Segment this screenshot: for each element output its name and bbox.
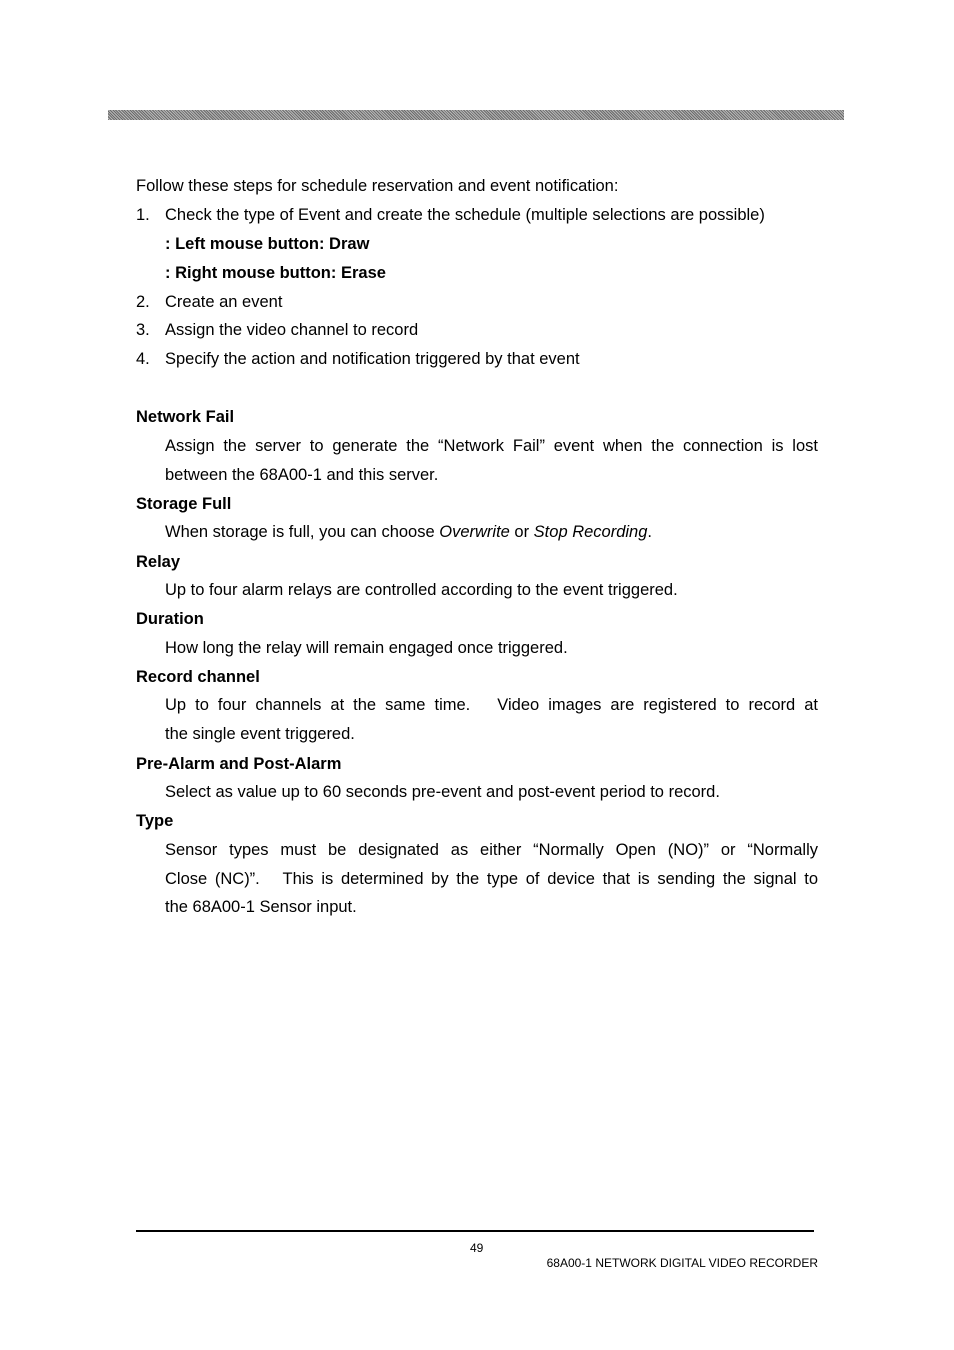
network-fail-heading: Network Fail	[136, 408, 235, 426]
step-text: Create an event	[165, 293, 283, 311]
network-fail-line-1: Assign the server to generate the “Network Fail” event when the connection is lost	[165, 437, 818, 455]
option-stop-recording: Stop Recording	[533, 523, 648, 541]
step-3	[136, 321, 418, 340]
mouse-right-instruction: : Right mouse button: Erase	[165, 264, 386, 282]
step-2	[136, 293, 282, 312]
step-text: Specify the action and notification triggered by that event	[165, 350, 580, 368]
storage-full-heading: Storage Full	[136, 495, 232, 513]
option-overwrite: Overwrite	[439, 523, 510, 541]
step-number: 2.	[136, 293, 150, 311]
relay-heading: Relay	[136, 553, 181, 571]
record-channel-line-2: the single event triggered.	[165, 725, 355, 743]
type-line-2: Close (NC)”. This is determined by the type of device that is sending the signal to	[165, 870, 818, 888]
storage-full-or: or	[509, 523, 534, 541]
duration-heading: Duration	[136, 610, 204, 628]
duration-text: How long the relay will remain engaged once triggered.	[165, 639, 568, 657]
footer-title: 68A00-1 NETWORK DIGITAL VIDEO RECORDER	[546, 1256, 818, 1270]
step-4	[136, 350, 580, 369]
step-1	[136, 206, 765, 225]
record-channel-line-1: Up to four channels at the same time. Video images are registered to record at	[165, 696, 818, 714]
mouse-left-instruction: : Left mouse button: Draw	[165, 235, 370, 253]
step-text: Assign the video channel to record	[165, 321, 419, 339]
type-line-3: the 68A00-1 Sensor input.	[165, 898, 357, 916]
pre-post-alarm-text: Select as value up to 60 seconds pre-event and post-event period to record.	[165, 783, 720, 801]
page-number: 49	[470, 1241, 484, 1255]
type-heading: Type	[136, 812, 174, 830]
record-channel-heading: Record channel	[136, 668, 260, 686]
type-line-1: Sensor types must be designated as either “Normally Open (NO)” or “Normally	[165, 841, 818, 859]
relay-text: Up to four alarm relays are controlled according to the event triggered.	[165, 581, 678, 599]
pre-post-alarm-heading: Pre-Alarm and Post-Alarm	[136, 755, 342, 773]
step-number: 3.	[136, 321, 150, 339]
step-text: Check the type of Event and create the schedule (multiple selections are possible)	[165, 206, 765, 224]
storage-full-prefix: When storage is full, you can choose	[165, 523, 440, 541]
footer-rule	[136, 1230, 814, 1232]
storage-full-suffix: .	[647, 523, 653, 541]
step-number: 1.	[136, 206, 150, 224]
intro-text: Follow these steps for schedule reservation and event notification:	[136, 177, 619, 195]
storage-full-text	[165, 523, 652, 542]
network-fail-line-2: between the 68A00-1 and this server.	[165, 466, 439, 484]
step-number: 4.	[136, 350, 150, 368]
header-decorative-bar	[108, 110, 844, 120]
